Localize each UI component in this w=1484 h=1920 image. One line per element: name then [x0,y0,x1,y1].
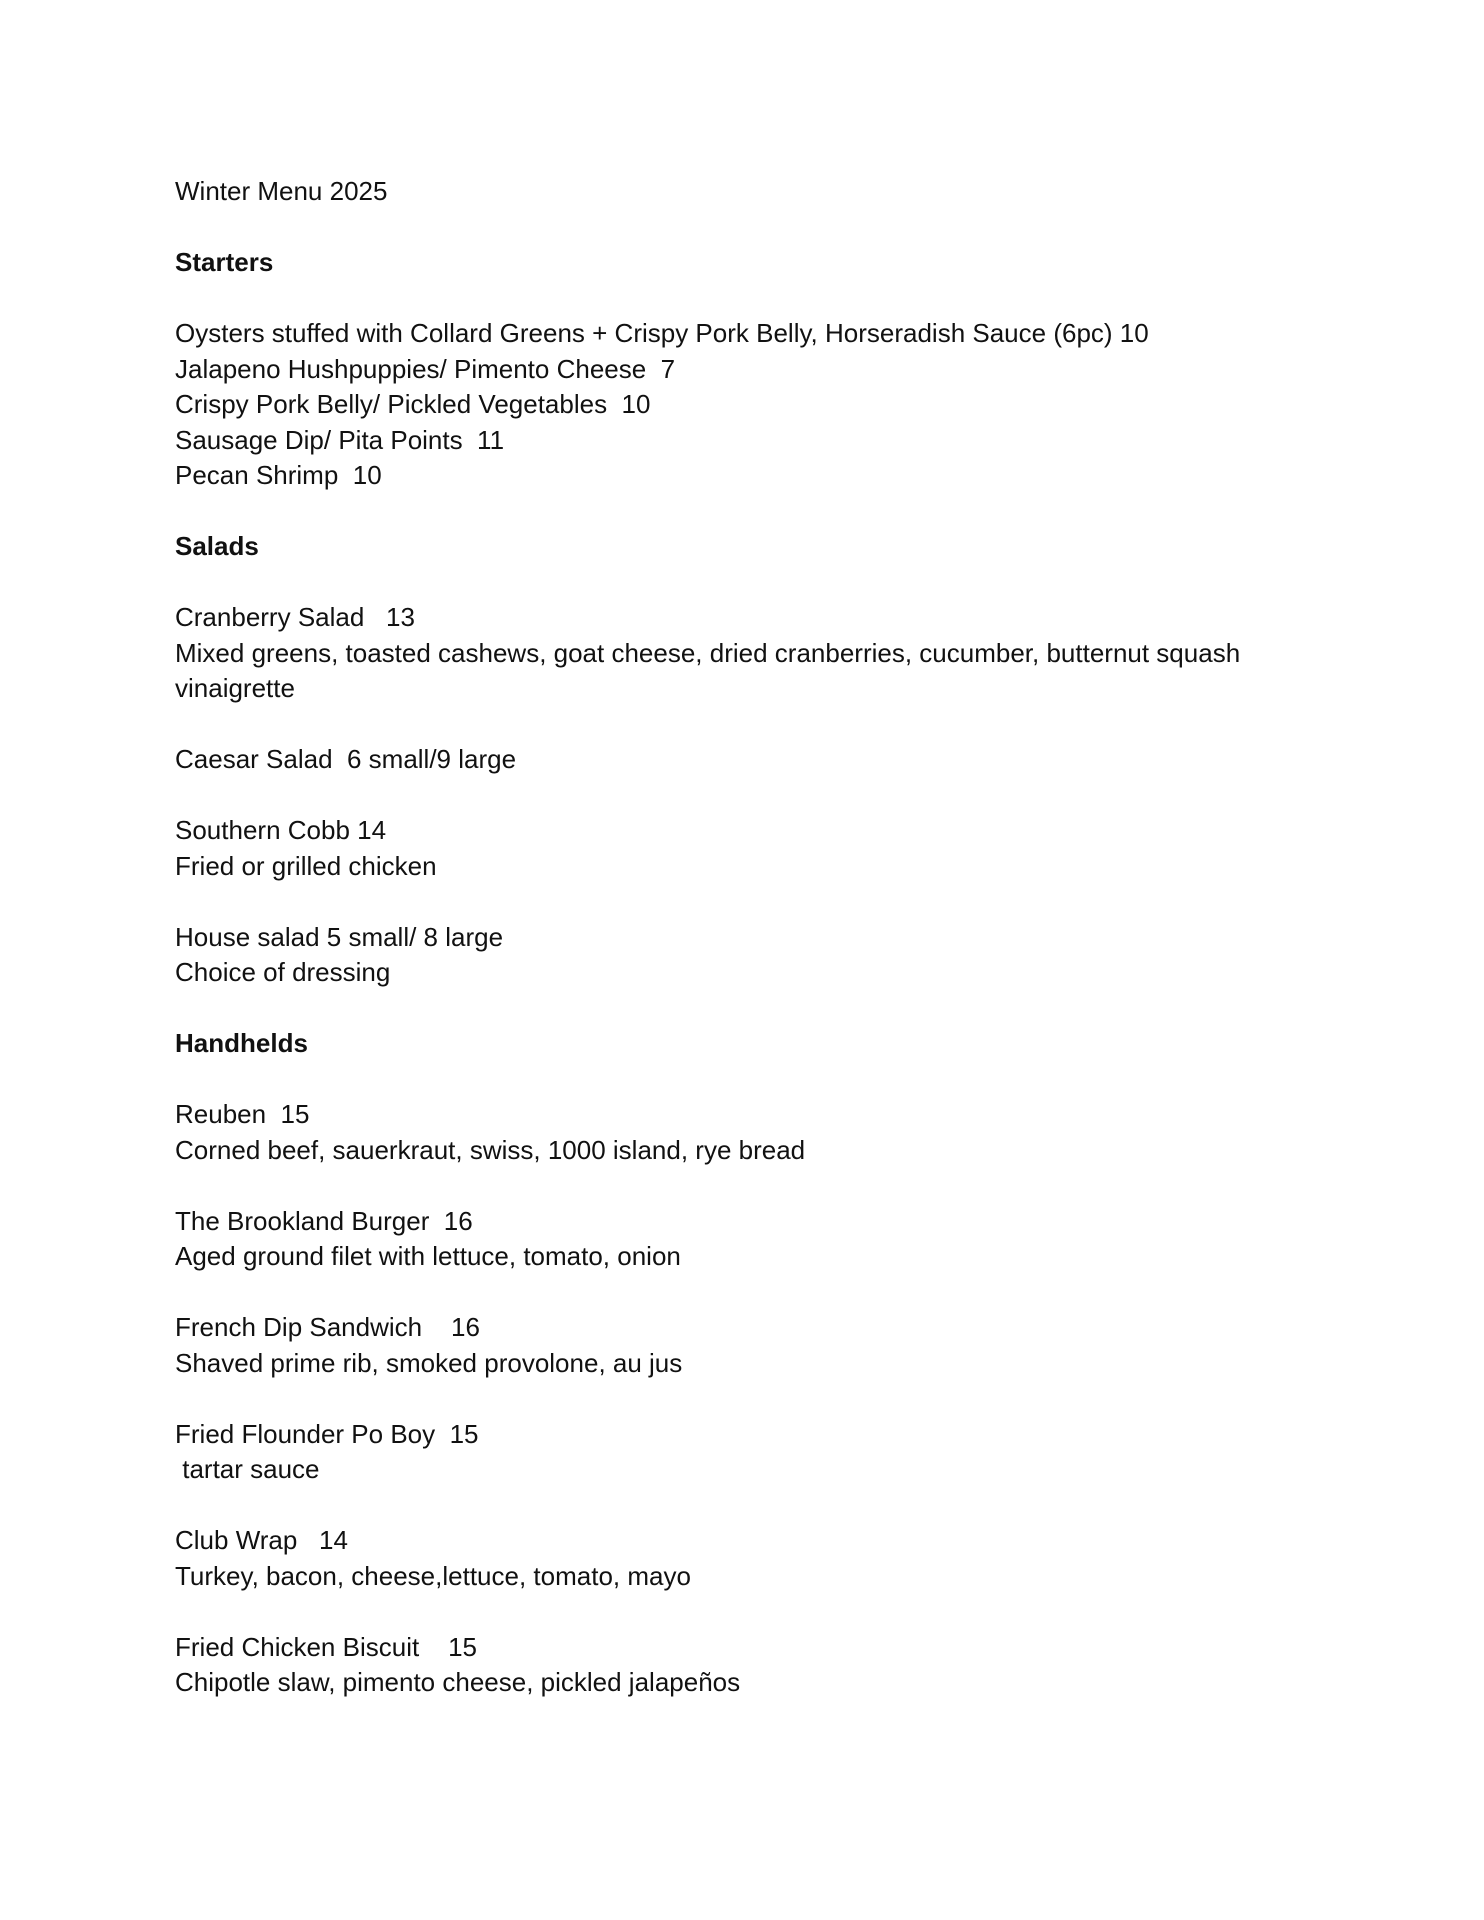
spacer [175,1594,1335,1630]
starter-item: Oysters stuffed with Collard Greens + Crispy Pork Belly, Horseradish Sauce (6pc) 10 [175,318,1149,348]
handheld-item-description: Aged ground filet with lettuce, tomato, onion [175,1241,681,1271]
spacer [175,884,1335,920]
starter-item: Crispy Pork Belly/ Pickled Vegetables 10 [175,389,651,419]
section-heading-handhelds: Handhelds [175,1028,308,1058]
spacer [175,494,1335,530]
menu-document [175,174,1335,1701]
salad-item-name: Southern Cobb 14 [175,815,387,845]
handheld-item-description: Chipotle slaw, pimento cheese, pickled jalapeños [175,1667,741,1697]
handheld-item-description: Shaved prime rib, smoked provolone, au jus [175,1347,683,1378]
handheld-item-description: tartar sauce [175,1454,320,1484]
starter-item: Jalapeno Hushpuppies/ Pimento Cheese 7 [175,353,676,384]
section-heading-salads: Salads [175,531,259,561]
handheld-item-name: Club Wrap 14 [175,1525,348,1555]
menu-title: Winter Menu 2025 [175,176,388,206]
spacer [175,991,1335,1027]
section-heading-starters: Starters [175,247,274,277]
spacer [175,565,1335,601]
spacer [175,1381,1335,1417]
spacer [175,1168,1335,1204]
handheld-item-description: Turkey, bacon, cheese,lettuce, tomato, mayo [175,1560,691,1591]
spacer [175,778,1335,814]
salad-item-name: Caesar Salad 6 small/9 large [175,744,517,774]
spacer [175,1488,1335,1524]
salad-item-description: Choice of dressing [175,957,391,987]
spacer [175,281,1335,317]
salad-item-description: Fried or grilled chicken [175,850,437,881]
handheld-item-name: The Brookland Burger 16 [175,1205,473,1236]
handheld-item-name: Fried Flounder Po Boy 15 [175,1418,479,1449]
handheld-item-description: Corned beef, sauerkraut, swiss, 1000 island, rye bread [175,1134,806,1165]
salad-item-name: Cranberry Salad 13 [175,602,415,632]
spacer [175,1275,1335,1311]
starter-item: Pecan Shrimp 10 [175,460,382,490]
handheld-item-name: Fried Chicken Biscuit 15 [175,1631,478,1662]
starter-item: Sausage Dip/ Pita Points 11 [175,424,505,455]
salad-item-description: Mixed greens, toasted cashews, goat cheese, dried cranberries, cucumber, butternut squash vinaigrette [175,637,1241,703]
handheld-item-name: French Dip Sandwich 16 [175,1312,480,1342]
spacer [175,210,1335,246]
spacer [175,707,1335,743]
spacer [175,1062,1335,1098]
handheld-item-name: Reuben 15 [175,1099,310,1129]
salad-item-name: House salad 5 small/ 8 large [175,921,504,952]
